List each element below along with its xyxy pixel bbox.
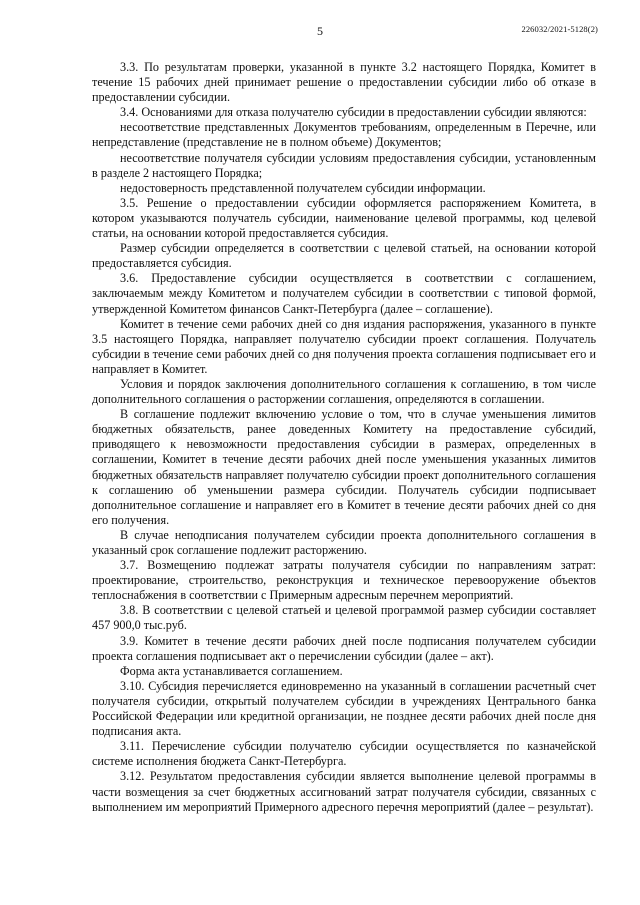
paragraph-3-6-termination: В случае неподписания получателем субсидии проекта дополнительного соглашения в указанный срок соглашение подлежит расторжению. xyxy=(92,527,596,557)
paragraph-3-5: 3.5. Решение о предоставлении субсидии оформляется распоряжением Комитета, в котором указываются получатель субсидии, наименование целевой программы, код целевой статьи, на основании которой предоставляется субсидия. xyxy=(92,195,596,241)
paragraph-3-11: 3.11. Перечисление субсидии получателю субсидии осуществляется по казначейской системе исполнения бюджета Санкт-Петербурга. xyxy=(92,739,596,769)
paragraph-3-3: 3.3. По результатам проверки, указанной в пункте 3.2 настоящего Порядка, Комитет в течение 15 рабочих дней принимает решение о предоставлении субсидии либо об отказе в предоставлении субсидии. xyxy=(92,60,596,105)
paragraph-3-7: 3.7. Возмещению подлежат затраты получателя субсидии по направлениям затрат: проектирование, строительство, реконструкция и техническое перевооружение объектов теплоснабжения в соответствии с Примерным адресным перечнем мероприятий. xyxy=(92,558,596,603)
paragraph-3-6: 3.6. Предоставление субсидии осуществляется в соответствии с соглашением, заключаемым между Комитетом и получателем субсидии в соответствии с типовой формой, утвержденной Комитетом финансов Санкт-Петербурга (далее – соглашение). xyxy=(92,271,596,316)
paragraph-3-9: 3.9. Комитет в течение десяти рабочих дней после подписания получателем субсидии проекта соглашения подписывает акт о перечислении субсидии (далее – акт). xyxy=(92,633,596,663)
document-id: 226032/2021-5128(2) xyxy=(521,24,598,34)
paragraph-3-4: 3.4. Основаниями для отказа получателю субсидии в предоставлении субсидии являются: xyxy=(120,105,587,120)
paragraph-3-6-reduction: В соглашение подлежит включению условие о том, что в случае уменьшения лимитов бюджетных обязательств, ранее доведенных Комитету на предоставление субсидий, приводящего к невозможности предоставления субсидии в размерах, определенных в соглашении, Комитет в течение десяти рабочих дней после уменьшения указанных лимитов бюджетных обязательств направляет получателю субсидии проект дополнительного соглашения к соглашению об уменьшении размера субсидии. Получатель субсидии подписывает дополнительное соглашение и направляет его в Комитет в течение десяти рабочих дней со дня его получения. xyxy=(92,407,596,527)
paragraph-3-8: 3.8. В соответствии с целевой статьей и целевой программой размер субсидии составляет 457 900,0 тыс.руб. xyxy=(92,603,596,633)
document-body xyxy=(92,60,596,815)
paragraph-3-4-item-2: несоответствие получателя субсидии условиям предоставления субсидии, установленным в разделе 2 настоящего Порядка; xyxy=(92,150,596,180)
paragraph-3-4-item-1: несоответствие представленных Документов требованиям, определенным в Перечне, или непредставление (представление не в полном объеме) Документов; xyxy=(92,120,596,150)
paragraph-3-12: 3.12. Результатом предоставления субсидии является выполнение целевой программы в части возмещения за счет бюджетных ассигнований затрат получателя субсидии, связанных с выполнением им мероприятий Примерного адресного перечня мероприятий (далее – результат). xyxy=(92,769,596,814)
page-number: 5 xyxy=(317,24,323,38)
paragraph-3-4-item-3: недостоверность представленной получателем субсидии информации. xyxy=(120,180,486,195)
paragraph-3-10: 3.10. Субсидия перечисляется единовременно на указанный в соглашении расчетный счет получателя субсидии, открытый получателем субсидии в учреждениях Центрального банка Российской Федерации или кредитной организации, не позднее десяти рабочих дней после дня подписания акта. xyxy=(92,678,596,739)
paragraph-3-6-conditions: Условия и порядок заключения дополнительного соглашения к соглашению, в том числе дополнительного соглашения о расторжении соглашения, определяются в соглашении. xyxy=(92,376,596,407)
paragraph-3-6-procedure: Комитет в течение семи рабочих дней со дня издания распоряжения, указанного в пункте 3.5 настоящего Порядка, направляет получателю субсидии проект соглашения. Получатель субсидии в течение семи рабочих дней со дня получения проекта соглашения подписывает его и направляет в Комитет. xyxy=(92,316,596,376)
paragraph-3-9-form: Форма акта устанавливается соглашением. xyxy=(120,663,343,678)
paragraph-3-5-size: Размер субсидии определяется в соответствии с целевой статьей, на основании которой предоставляется субсидия. xyxy=(92,241,596,271)
